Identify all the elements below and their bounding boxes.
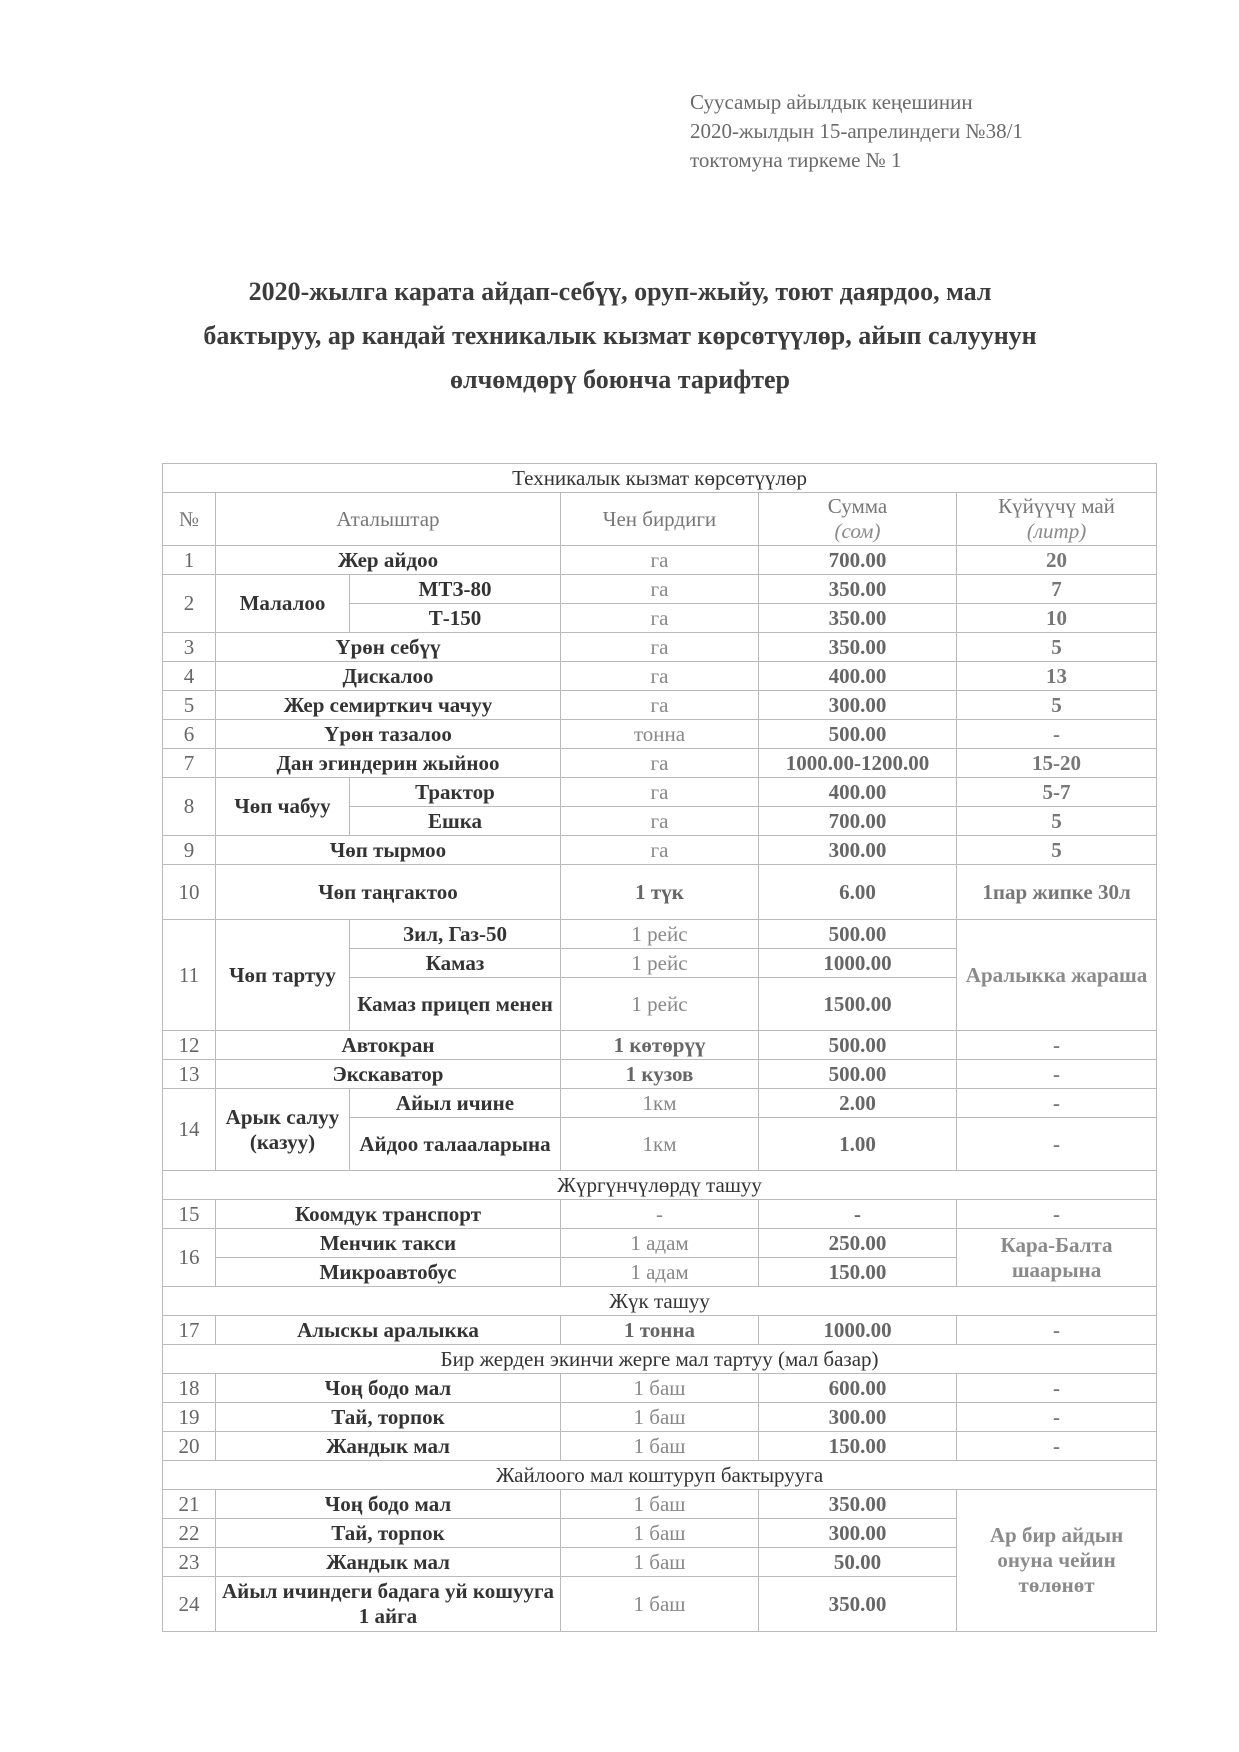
section-header-row (163, 1461, 1157, 1490)
section-header-row (163, 1171, 1157, 1200)
row-unit: 1 тонна (561, 1316, 759, 1345)
row-name: Чоң бодо мал (216, 1490, 561, 1519)
row-note: Кара-Балта шаарына (957, 1229, 1157, 1287)
row-number: 6 (163, 720, 216, 749)
table-row (163, 1374, 1157, 1403)
row-sum: 700.00 (759, 807, 957, 836)
document-title (150, 270, 1090, 402)
row-sum: 500.00 (759, 720, 957, 749)
row-unit: 1км (561, 1089, 759, 1118)
row-name: Микроавтобус (216, 1258, 561, 1287)
row-sum: 1000.00 (759, 1316, 957, 1345)
section-livestock-transport: Бир жерден экинчи жерге мал тартуу (мал базар) (163, 1345, 1157, 1374)
section-header-row (163, 464, 1157, 493)
row-subname: МТЗ-80 (350, 575, 561, 604)
table-row (163, 749, 1157, 778)
row-unit: - (561, 1200, 759, 1229)
header-fuel-unit: (литр) (1026, 519, 1087, 543)
row-number: 15 (163, 1200, 216, 1229)
row-fuel: - (957, 1432, 1157, 1461)
row-number: 4 (163, 662, 216, 691)
row-unit: 1 рейс (561, 949, 759, 978)
row-number: 18 (163, 1374, 216, 1403)
table-row (163, 633, 1157, 662)
row-name: Жер айдоо (216, 546, 561, 575)
row-fuel: 5 (957, 691, 1157, 720)
section-technical-services: Техникалык кызмат көрсөтүүлөр (163, 464, 1157, 493)
row-unit: 1 түк (561, 865, 759, 920)
row-number: 2 (163, 575, 216, 633)
row-name: Айыл ичиндеги бадага уй кошууга 1 айга (216, 1577, 561, 1632)
row-name: Малалоо (216, 575, 350, 633)
row-name: Чоң бодо мал (216, 1374, 561, 1403)
row-name: Менчик такси (216, 1229, 561, 1258)
row-number: 10 (163, 865, 216, 920)
row-unit: га (561, 575, 759, 604)
row-note: Аралыкка жараша (957, 920, 1157, 1031)
row-number: 16 (163, 1229, 216, 1287)
section-summer-pasture: Жайлоого мал коштуруп бактырууга (163, 1461, 1157, 1490)
row-number: 13 (163, 1060, 216, 1089)
row-fuel: - (957, 1200, 1157, 1229)
row-fuel: - (957, 1374, 1157, 1403)
row-sum: 350.00 (759, 575, 957, 604)
row-sum: 6.00 (759, 865, 957, 920)
row-name: Коомдук транспорт (216, 1200, 561, 1229)
appendix-line-1: Суусамыр айылдык кеңешинин (690, 90, 973, 114)
table-row (163, 1200, 1157, 1229)
table-row (163, 575, 1157, 604)
row-sum: 350.00 (759, 1490, 957, 1519)
row-unit: га (561, 662, 759, 691)
row-sum: 500.00 (759, 920, 957, 949)
table-row (163, 1316, 1157, 1345)
row-name: Чөп таңгактоо (216, 865, 561, 920)
row-name: Үрөн себүү (216, 633, 561, 662)
section-cargo-transport: Жүк ташуу (163, 1287, 1157, 1316)
row-subname: Трактор (350, 778, 561, 807)
row-unit: 1 рейс (561, 920, 759, 949)
row-name: Үрөн тазалоо (216, 720, 561, 749)
row-name: Чөп чабуу (216, 778, 350, 836)
row-number: 21 (163, 1490, 216, 1519)
table-row (163, 920, 1157, 949)
row-number: 1 (163, 546, 216, 575)
tariff-table (162, 463, 1157, 1632)
row-name: Арык салуу (казуу) (216, 1089, 350, 1171)
row-sum: 300.00 (759, 691, 957, 720)
table-row (163, 836, 1157, 865)
table-row (163, 1490, 1157, 1519)
row-unit: га (561, 836, 759, 865)
row-name: Чөп тартуу (216, 920, 350, 1031)
row-name: Дан эгиндерин жыйноо (216, 749, 561, 778)
row-sum: 300.00 (759, 1403, 957, 1432)
row-number: 22 (163, 1519, 216, 1548)
appendix-line-2: 2020-жылдын 15-апрелиндеги №38/1 (690, 119, 1023, 143)
row-unit: 1 баш (561, 1577, 759, 1632)
table-row (163, 1060, 1157, 1089)
row-unit: 1 баш (561, 1519, 759, 1548)
row-name: Тай, торпок (216, 1519, 561, 1548)
row-fuel: - (957, 1316, 1157, 1345)
row-sum: 500.00 (759, 1060, 957, 1089)
row-unit: 1 баш (561, 1432, 759, 1461)
row-number: 7 (163, 749, 216, 778)
row-fuel: - (957, 1031, 1157, 1060)
row-sum: 300.00 (759, 1519, 957, 1548)
row-fuel: - (957, 1403, 1157, 1432)
header-fuel-label: Күйүүчү май (998, 494, 1115, 518)
row-fuel: 5 (957, 633, 1157, 662)
row-number: 5 (163, 691, 216, 720)
appendix-line-3: токтомуна тиркеме № 1 (690, 148, 902, 172)
row-unit: 1 баш (561, 1403, 759, 1432)
row-number: 17 (163, 1316, 216, 1345)
row-subname: Айдоо талааларына (350, 1118, 561, 1171)
row-name: Дискалоо (216, 662, 561, 691)
row-fuel: 20 (957, 546, 1157, 575)
row-unit: га (561, 749, 759, 778)
section-header-row (163, 1287, 1157, 1316)
row-number: 20 (163, 1432, 216, 1461)
row-sum: 350.00 (759, 604, 957, 633)
row-subname: Камаз (350, 949, 561, 978)
title-line-1: 2020-жылга карата айдап-себүү, оруп-жыйу, тоют даярдоо, мал (248, 277, 992, 306)
row-name: Жандык мал (216, 1548, 561, 1577)
section-passenger-transport: Жүргүнчүлөрдү ташуу (163, 1171, 1157, 1200)
table-row (163, 662, 1157, 691)
row-sum: 150.00 (759, 1258, 957, 1287)
row-note: Ар бир айдын онуна чейин төлөнөт (957, 1490, 1157, 1632)
row-unit: 1 рейс (561, 978, 759, 1031)
row-name: Чөп тырмоо (216, 836, 561, 865)
header-name: Аталыштар (216, 493, 561, 546)
row-subname: Ешка (350, 807, 561, 836)
row-sum: 400.00 (759, 778, 957, 807)
row-fuel: 5-7 (957, 778, 1157, 807)
row-number: 14 (163, 1089, 216, 1171)
header-number: № (163, 493, 216, 546)
appendix-reference (690, 88, 1110, 175)
header-sum-label: Сумма (827, 494, 888, 518)
table-row (163, 546, 1157, 575)
row-sum: 1000.00 (759, 949, 957, 978)
row-unit: га (561, 778, 759, 807)
row-sum: 150.00 (759, 1432, 957, 1461)
row-unit: 1км (561, 1118, 759, 1171)
row-number: 9 (163, 836, 216, 865)
section-header-row (163, 1345, 1157, 1374)
row-sum: 350.00 (759, 1577, 957, 1632)
row-name: Экскаватор (216, 1060, 561, 1089)
row-fuel: - (957, 1118, 1157, 1171)
row-fuel: - (957, 1089, 1157, 1118)
row-number: 23 (163, 1548, 216, 1577)
row-sum: 700.00 (759, 546, 957, 575)
row-number: 8 (163, 778, 216, 836)
row-sum: 1000.00-1200.00 (759, 749, 957, 778)
header-sum (759, 493, 957, 546)
row-unit: 1 баш (561, 1490, 759, 1519)
row-fuel: 5 (957, 807, 1157, 836)
row-number: 24 (163, 1577, 216, 1632)
table-row (163, 1432, 1157, 1461)
row-unit: 1 көтөрүү (561, 1031, 759, 1060)
row-subname: Зил, Газ-50 (350, 920, 561, 949)
row-sum: 350.00 (759, 633, 957, 662)
row-fuel: - (957, 720, 1157, 749)
row-sum: 2.00 (759, 1089, 957, 1118)
row-fuel: - (957, 1060, 1157, 1089)
row-fuel: 5 (957, 836, 1157, 865)
row-sum: 250.00 (759, 1229, 957, 1258)
row-number: 3 (163, 633, 216, 662)
table-row (163, 1089, 1157, 1118)
row-unit: 1 адам (561, 1258, 759, 1287)
row-sum: 300.00 (759, 836, 957, 865)
row-sum: 50.00 (759, 1548, 957, 1577)
row-number: 11 (163, 920, 216, 1031)
row-name: Тай, торпок (216, 1403, 561, 1432)
row-sum: 1500.00 (759, 978, 957, 1031)
row-sum: 600.00 (759, 1374, 957, 1403)
row-fuel: 15-20 (957, 749, 1157, 778)
row-subname: Т-150 (350, 604, 561, 633)
header-unit: Чен бирдиги (561, 493, 759, 546)
row-sum: 400.00 (759, 662, 957, 691)
row-name: Жандык мал (216, 1432, 561, 1461)
row-sum: 1.00 (759, 1118, 957, 1171)
row-subname: Айыл ичине (350, 1089, 561, 1118)
row-name: Автокран (216, 1031, 561, 1060)
row-unit: га (561, 633, 759, 662)
title-line-2: бактыруу, ар кандай техникалык кызмат көрсөтүүлөр, айып салуунун (203, 321, 1037, 350)
row-name: Алыскы аралыкка (216, 1316, 561, 1345)
table-row (163, 1403, 1157, 1432)
title-line-3: өлчөмдөрү боюнча тарифтер (449, 365, 791, 394)
row-sum: - (759, 1200, 957, 1229)
column-header-row (163, 493, 1157, 546)
row-fuel: 7 (957, 575, 1157, 604)
row-number: 12 (163, 1031, 216, 1060)
row-unit: га (561, 546, 759, 575)
row-fuel: 13 (957, 662, 1157, 691)
row-unit: 1 баш (561, 1374, 759, 1403)
row-unit: 1 баш (561, 1548, 759, 1577)
header-sum-unit: (сом) (834, 519, 881, 543)
row-fuel: 1пар жипке 30л (957, 865, 1157, 920)
row-unit: га (561, 807, 759, 836)
table-row (163, 1229, 1157, 1258)
row-unit: 1 кузов (561, 1060, 759, 1089)
header-fuel (957, 493, 1157, 546)
row-unit: тонна (561, 720, 759, 749)
table-row (163, 720, 1157, 749)
row-fuel: 10 (957, 604, 1157, 633)
row-unit: 1 адам (561, 1229, 759, 1258)
row-sum: 500.00 (759, 1031, 957, 1060)
table-row (163, 778, 1157, 807)
table-row (163, 1031, 1157, 1060)
row-subname: Камаз прицеп менен (350, 978, 561, 1031)
row-unit: га (561, 604, 759, 633)
table-row (163, 691, 1157, 720)
table-row (163, 865, 1157, 920)
row-number: 19 (163, 1403, 216, 1432)
row-unit: га (561, 691, 759, 720)
row-name: Жер семирткич чачуу (216, 691, 561, 720)
